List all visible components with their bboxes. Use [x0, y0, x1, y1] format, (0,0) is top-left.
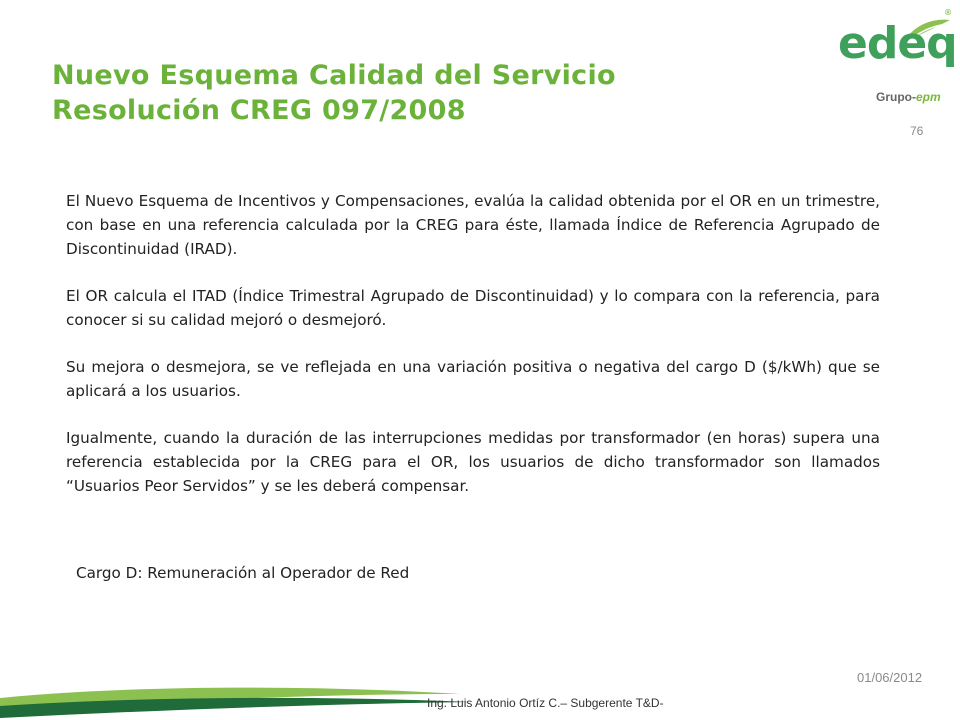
body-text — [66, 189, 880, 521]
paragraph: El Nuevo Esquema de Incentivos y Compensaciones, evalúa la calidad obtenida por el OR en un trimestre, con base en una referencia calculada por la CREG para éste, llamada Índice de Referencia Agrupado de Discontinuidad (IRAD). — [66, 192, 880, 258]
slide-number: 76 — [910, 124, 924, 138]
title-line-1: Nuevo Esquema Calidad del Servicio — [52, 60, 616, 91]
logo-wordmark: edeq — [838, 18, 957, 69]
footnote-cargo-d: Cargo D: Remuneración al Operador de Red — [76, 564, 410, 582]
title-line-2: Resolución CREG 097/2008 — [52, 95, 466, 126]
paragraph: El OR calcula el ITAD (Índice Trimestral Agrupado de Discontinuidad) y lo compara con la referencia, para conocer si su calidad mejoró o desmejoró. — [66, 287, 880, 329]
edeq-logo — [838, 8, 957, 108]
footer-author: Ing. Luis Antonio Ortíz C.– Subgerente T&D- — [427, 696, 664, 710]
registered-mark: ® — [944, 8, 952, 17]
group-prefix: Grupo- — [876, 90, 916, 104]
paragraph: Su mejora o desmejora, se ve reflejada en una variación positiva o negativa del cargo D ($/kWh) que se aplicará a los usuarios. — [66, 358, 880, 400]
slide-title — [52, 58, 616, 128]
group-label — [876, 90, 941, 104]
group-brand: epm — [916, 90, 941, 104]
paragraph: Igualmente, cuando la duración de las interrupciones medidas por transformador (en horas) supera una referencia establecida por la CREG para el OR, los usuarios de dicho transformador son llamados “Usuarios Peor Servidos” y se les deberá compensar. — [66, 429, 880, 495]
slide-date: 01/06/2012 — [857, 670, 923, 685]
